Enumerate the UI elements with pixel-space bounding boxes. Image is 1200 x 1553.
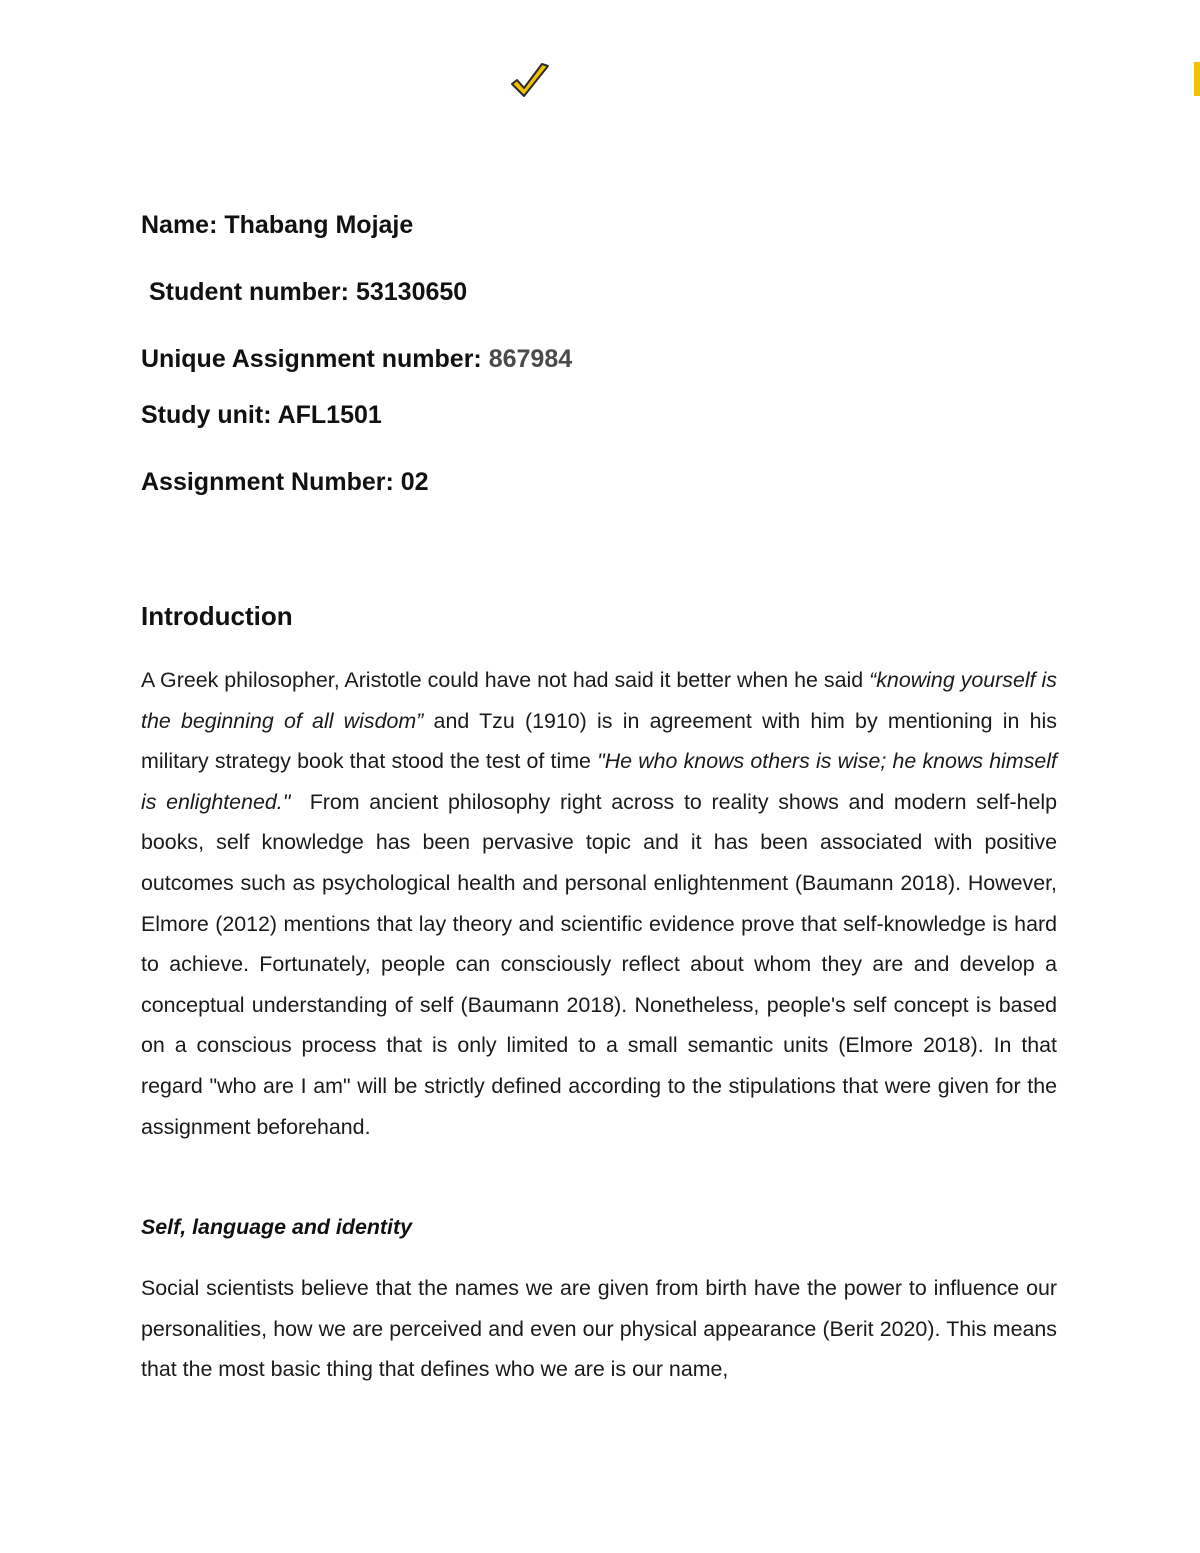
name-value: Thabang Mojaje — [224, 211, 414, 239]
introduction-heading: Introduction — [141, 601, 293, 631]
study-unit-label: Study unit: — [141, 401, 272, 429]
aristotle-quote: “knowing yourself is the beginning of all wisdom” — [141, 668, 1057, 733]
unique-assignment-line — [141, 344, 572, 374]
introduction-paragraph — [141, 660, 1063, 1147]
assignment-number-value: 02 — [400, 468, 429, 496]
assignment-number-line — [141, 467, 429, 497]
edge-highlight-mark — [1194, 62, 1200, 96]
student-number-value: 53130650 — [355, 278, 468, 306]
tzu-quote: "He who knows others is wise; he knows himself is enlightened." — [141, 749, 1057, 814]
name-line — [141, 210, 413, 240]
intro-text-part-1: A Greek philosopher, Aristotle could have not had said it better when he said — [141, 668, 870, 692]
checkmark-icon — [508, 60, 552, 104]
intro-text-part-2: and Tzu (1910) is in agreement with him by mentioning in his military strategy book that stood the test of time — [141, 708, 1057, 774]
study-unit-value: AFL1501 — [277, 401, 382, 429]
study-unit-line — [141, 400, 382, 430]
unique-assignment-label: Unique Assignment number: — [141, 345, 482, 373]
unique-assignment-value: 867984 — [488, 345, 573, 373]
student-number-line — [149, 277, 467, 307]
intro-text-part-3: From ancient philosophy right across to reality shows and modern self-help books, self knowledge has been pervasive topic and it has been associated with positive outcomes such as psychological health and personal enlightenment (Baumann 2018). However, Elmore (2012) mentions that lay theory and scientific evidence prove that self-knowledge is hard to achieve. Fortunately, people can consciously reflect about whom they are and develop a conceptual understanding of self (Baumann 2018). Nonetheless, people's self concept is based on a conscious process that is only limited to a small semantic units (Elmore 2018). In that regard "who are I am" will be strictly defined according to the stipulations that were given for the assignment beforehand. — [141, 789, 1063, 1139]
assignment-number-label: Assignment Number: — [141, 468, 394, 496]
self-language-identity-heading: Self, language and identity — [141, 1215, 412, 1239]
name-label: Name: — [141, 211, 218, 239]
student-number-label: Student number: — [149, 278, 349, 306]
self-language-paragraph: Social scientists believe that the names we are given from birth have the power to influence our personalities, how we are perceived and even our physical appearance (Berit 2020). This means that the most basic thing that defines who we are is our name, — [141, 1276, 1057, 1382]
